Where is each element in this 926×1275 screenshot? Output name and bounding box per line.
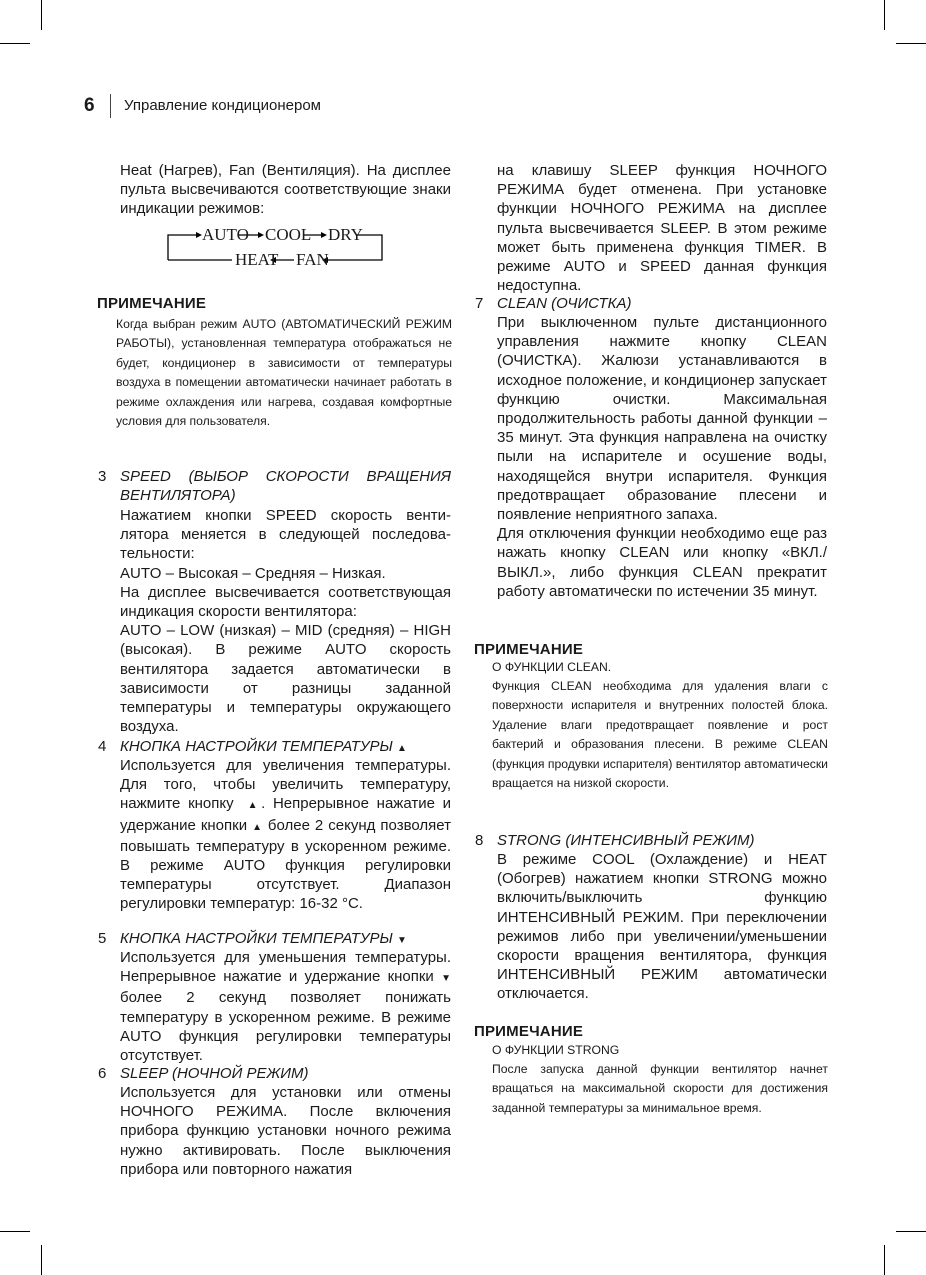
page-number: 6: [84, 95, 95, 116]
crop-mark: [896, 43, 926, 44]
crop-mark: [41, 0, 42, 30]
item-paragraph: На дисплее высвечивается соответствующая индикация скорости вентилятора:: [120, 583, 451, 621]
note-heading: ПРИМЕЧАНИЕ: [474, 1023, 584, 1040]
note-subheading: О ФУНКЦИИ STRONG: [492, 1043, 620, 1057]
header-divider: [110, 94, 111, 118]
mode-cycle-diagram: [166, 223, 386, 271]
item-body: В режиме COOL (Охлаждение) и HEAT (Обогрев) нажатием кнопки STRONG можно включить/выключить функцию ИНТЕНСИВНЫЙ РЕЖИМ. При переключении режимов либо при увеличении/уменьшении скорости вращения вентилятора, функция ИНТЕНСИВНЫЙ РЕЖИМ автоматически отключается.: [497, 851, 827, 1003]
item-body: [497, 313, 827, 601]
item-text: Используется для увеличения температуры. Для того, чтобы увеличить температуру, нажмите кнопку: [120, 757, 451, 813]
note-heading: ПРИМЕЧАНИЕ: [474, 641, 584, 658]
item-paragraph: AUTO – LOW (низкая) – MID (средняя) – HIGH (высокая). В режиме AUTO скорость вентилятора задается автоматически в зависимости от разницы заданной температуры и температуры окружающего воздуха.: [120, 622, 451, 736]
item-paragraph: AUTO – Высокая – Средняя – Низкая.: [120, 564, 386, 582]
page-title: Управление кондиционером: [124, 97, 321, 114]
crop-mark: [884, 1245, 885, 1275]
intro-text: Heat (Нагрев), Fan (Вентиляция). На дисплее пульта высвечиваются соответствующие знаки индикации режимов:: [120, 162, 451, 218]
item-title-text: КНОПКА НАСТРОЙКИ ТЕМПЕРАТУРЫ: [120, 930, 393, 947]
item-paragraph: Для отключения функции необходимо еще раз нажать кнопку CLEAN или кнопку «ВКЛ./ВЫКЛ.», либо функция CLEAN прекратит работу автоматически по истечении 35 минут.: [497, 525, 827, 600]
mode-fan: FAN: [296, 250, 329, 269]
item-text: . Непрерывное нажатие и удержание кнопки: [120, 795, 452, 834]
crop-mark: [0, 1231, 30, 1232]
mode-cool: COOL: [265, 225, 312, 244]
crop-mark: [0, 43, 30, 44]
mode-auto: AUTO: [202, 225, 249, 244]
triangle-up-icon: ▲: [396, 743, 407, 754]
item-body-continued: на клавишу SLEEP функция НОЧНОГО РЕЖИМА будет отменена. При установке функции НОЧНОГО РЕЖИМА на дисплее пульта высвечивается SLEEP. В этом режиме может быть применена функция TIMER. В режиме AUTO и SPEED данная функция недоступна.: [497, 162, 827, 295]
item-title: SLEEP (НОЧНОЙ РЕЖИМ): [120, 1065, 309, 1082]
item-body: [120, 948, 451, 1065]
triangle-up-icon: ▲: [252, 821, 263, 833]
mode-heat: HEAT: [235, 250, 279, 269]
item-number: 5: [98, 930, 107, 947]
triangle-down-icon: ▼: [396, 935, 407, 946]
item-paragraph: Нажатием кнопки SPEED скорость вентилятора меняется в следующей последовательности:: [120, 507, 451, 563]
triangle-up-icon: ▲: [241, 800, 262, 812]
item-paragraph: При выключенном пульте дистанционного управления нажмите кнопку CLEAN (ОЧИСТКА). Жалюзи устанавливаются в исходное положение, и кондиционер запускает функцию очистки. Максимальная продолжительность работы данной функции – 35 минут. Эта функция направлена на очистку пыли на испарителе и осушение воды, находящейся внутри испарителя. Функция предотвращает образование плесени и появление неприятного запаха.: [497, 314, 827, 524]
item-body: Используется для установки или отмены НОЧНОГО РЕЖИМА. После включения прибора функцию установки ночного режима нужно активировать. После выключения прибора или повторного нажатия: [120, 1084, 451, 1178]
item-title: SPEED (ВЫБОР СКОРОСТИ ВРАЩЕНИЯ ВЕНТИЛЯТОРА): [120, 468, 451, 505]
item-number: 4: [98, 738, 107, 755]
item-number: 7: [475, 295, 484, 312]
note-text: Функция CLEAN необходима для удаления влаги с поверхности испарителя и внутренних полостей блока. Удаление влаги предотвращает появление и рост бактерий и образования плесени. В режиме CLEAN (функция продувки испарителя) вентилятор автоматически вращается на низкой скорости.: [492, 679, 828, 791]
triangle-down-icon: ▼: [441, 973, 451, 985]
item-title: CLEAN (ОЧИСТКА): [497, 295, 632, 312]
note-text: Когда выбран режим AUTO (АВТОМАТИЧЕСКИЙ РЕЖИМ РАБОТЫ), установленная температура отображаться не будет, кондиционер в зависимости от температуры воздуха в помещении автоматически начинает работать в режиме охлаждения или нагрева, создавая комфортные условия для пользователя.: [116, 317, 452, 429]
note-subheading: О ФУНКЦИИ CLEAN.: [492, 660, 612, 674]
item-body: [120, 506, 451, 736]
item-text: более 2 секунд позволяет повышать температуру в ускоренном режиме. В режиме AUTO функция регулировки температуры отсутствует. Диапазон регулировки температур: 16-32 °C.: [120, 816, 451, 913]
note-text: После запуска данной функции вентилятор начнет вращаться на максимальной скорости для достижения заданной температуры за минимальное время.: [492, 1062, 828, 1115]
item-number: 6: [98, 1065, 107, 1082]
crop-mark: [41, 1245, 42, 1275]
mode-dry: DRY: [328, 225, 363, 244]
item-title: STRONG (ИНТЕНСИВНЫЙ РЕЖИМ): [497, 832, 755, 849]
item-number: 3: [98, 468, 107, 485]
item-text: Используется для уменьшения температуры. Непрерывное нажатие и удержание кнопки: [120, 949, 451, 986]
item-text: более 2 секунд позволяет понижать температуру в ускоренном режиме. В режиме AUTO функция регулировки температуры отсутствует.: [120, 989, 451, 1065]
note-heading: ПРИМЕЧАНИЕ: [97, 295, 207, 312]
item-body: [120, 756, 451, 914]
item-number: 8: [475, 832, 484, 849]
item-title-text: КНОПКА НАСТРОЙКИ ТЕМПЕРАТУРЫ: [120, 738, 393, 755]
crop-mark: [896, 1231, 926, 1232]
crop-mark: [884, 0, 885, 30]
